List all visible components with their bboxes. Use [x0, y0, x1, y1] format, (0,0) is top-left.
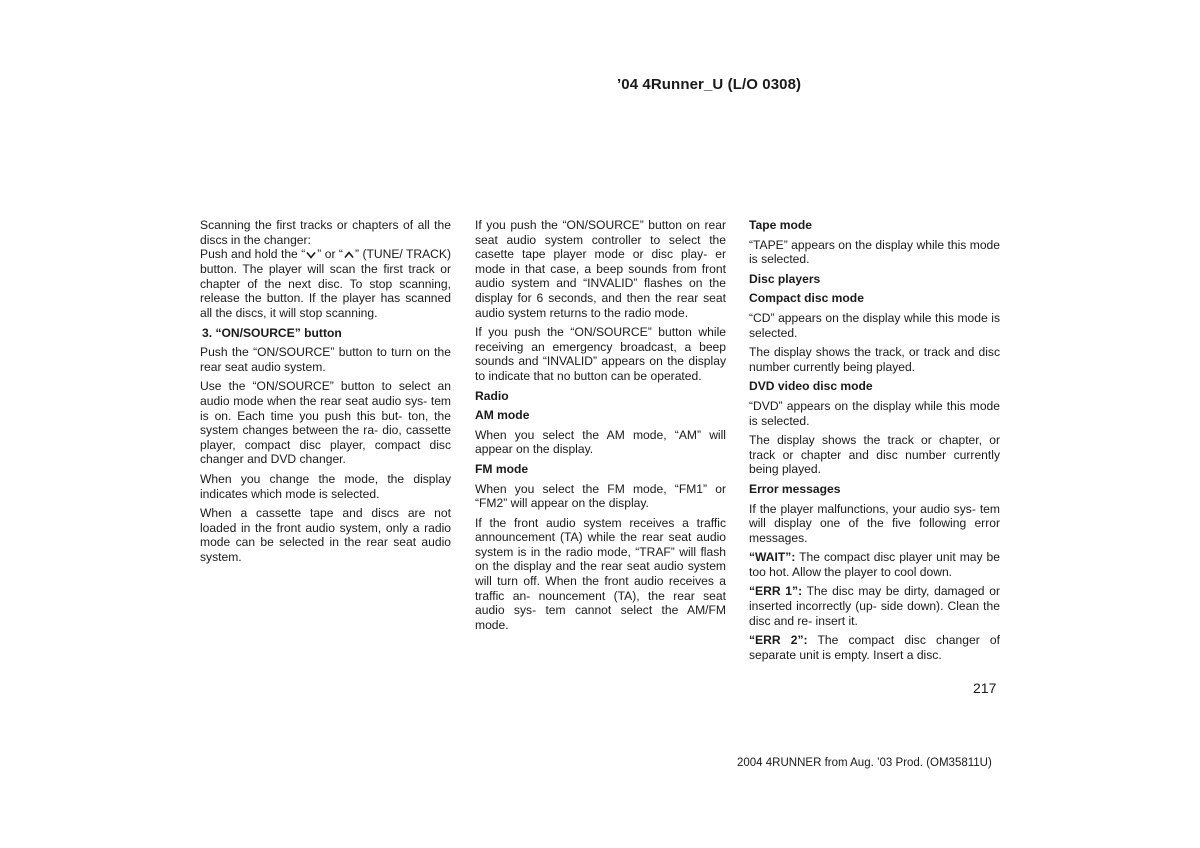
disc-players-heading: Disc players: [749, 271, 821, 286]
dvd-mode-text-2: The display shows the track or chapter, or track or chapter and disc number currently being played.: [749, 433, 1000, 477]
am-mode-heading: AM mode: [475, 408, 530, 423]
on-source-paragraph-2: Use the “ON/SOURCE” button to select an audio mode when the rear seat audio sys- tem is on. Each time you push this but- ton, the system changes between the ra- dio, cassette player, compact disc player, compact disc changer and DVD changer.: [200, 379, 451, 467]
chevron-up-icon: [344, 248, 354, 263]
scan-instruction-part-c: ” (TUNE/ TRACK) button. The player will scan the first track or chapter of the next disc. To stop scanning, release the button. If the player has scanned all the discs, it will stop scanning.: [200, 247, 452, 321]
error-wait-item: [749, 550, 1000, 579]
error-err1-text: The disc may be dirty, damaged or inserted incorrectly (up- side down). Clean the disc and re- insert it.: [749, 584, 1000, 628]
chevron-down-icon: [306, 248, 316, 263]
on-source-paragraph-1: Push the “ON/SOURCE” button to turn on the rear seat audio system.: [200, 345, 451, 374]
fm-mode-heading: FM mode: [475, 461, 529, 476]
scan-instruction-part-b: ” or “: [317, 247, 343, 262]
error-err1-item: [749, 584, 1000, 628]
error-wait-text: The compact disc player unit may be too hot. Allow the player to cool down.: [749, 550, 1000, 579]
compact-disc-text-1: “CD” appears on the display while this mode is selected.: [749, 310, 1000, 340]
on-source-paragraph-3: When you change the mode, the display indicates which mode is selected.: [200, 472, 451, 501]
on-source-paragraph-4: When a cassette tape and discs are not loaded in the front audio system, only a radio mode can be selected in the rear seat audio system.: [200, 506, 451, 564]
error-err1-label: “ERR 1”:: [749, 584, 803, 599]
text-column-left: [200, 218, 451, 570]
error-err2-label: “ERR 2”:: [749, 633, 808, 648]
page-number: 217: [973, 680, 997, 696]
dvd-mode-heading: DVD video disc mode: [749, 379, 873, 394]
document-footer: 2004 4RUNNER from Aug. ’03 Prod. (OM35811U): [737, 757, 992, 769]
error-messages-heading: Error messages: [749, 481, 841, 496]
scan-paragraph: [200, 218, 451, 321]
invalid-paragraph-2: If you push the “ON/SOURCE” button while receiving an emergency broadcast, a beep sounds and “INVALID” appears on the display to indicate that no button can be operated.: [475, 325, 726, 383]
compact-disc-mode-heading: Compact disc mode: [749, 291, 864, 306]
error-err2-text: The compact disc changer of separate unit is empty. Insert a disc.: [749, 633, 1000, 662]
radio-heading: Radio: [475, 388, 509, 403]
scan-instruction-part-a: Push and hold the “: [200, 247, 306, 262]
compact-disc-text-2: The display shows the track, or track and disc number currently being played.: [749, 345, 1000, 374]
tape-mode-text: “TAPE” appears on the display while this mode is selected.: [749, 237, 1000, 267]
document-header-title: ’04 4Runner_U (L/O 0308): [617, 76, 802, 93]
error-wait-label: “WAIT”:: [749, 550, 796, 565]
scan-intro: Scanning the first tracks or chapters of all the discs in the changer:: [200, 218, 451, 247]
traffic-announcement-text: If the front audio system receives a traffic announcement (TA) while the rear seat audio system is in the radio mode, “TRAF” will flash on the display and the rear seat audio system will turn off. When the front audio receives a traffic an- nouncement (TA), the rear seat audio sys- tem cannot select the AM/FM mode.: [475, 515, 726, 632]
invalid-paragraph-1: If you push the “ON/SOURCE” button on rear seat audio system controller to select the casette tape player mode or disc play- er mode in that case, a beep sounds from front audio system and “INVALID” flashes on the display for 6 seconds, and then the rear seat audio system returns to the radio mode.: [475, 218, 726, 320]
text-column-right: [749, 218, 1000, 667]
dvd-mode-text-1: “DVD” appears on the display while this mode is selected.: [749, 398, 1000, 428]
text-column-middle: [475, 218, 726, 637]
section-heading-on-source: 3. “ON/SOURCE” button: [202, 325, 342, 340]
tape-mode-heading: Tape mode: [749, 218, 812, 232]
am-mode-text: When you select the AM mode, “AM” will appear on the display.: [475, 427, 726, 457]
error-err2-item: [749, 633, 1000, 662]
fm-mode-text: When you select the FM mode, “FM1” or “FM2” will appear on the display.: [475, 481, 726, 511]
error-messages-intro: If the player malfunctions, your audio sys- tem will display one of the five following error messages.: [749, 501, 1000, 545]
